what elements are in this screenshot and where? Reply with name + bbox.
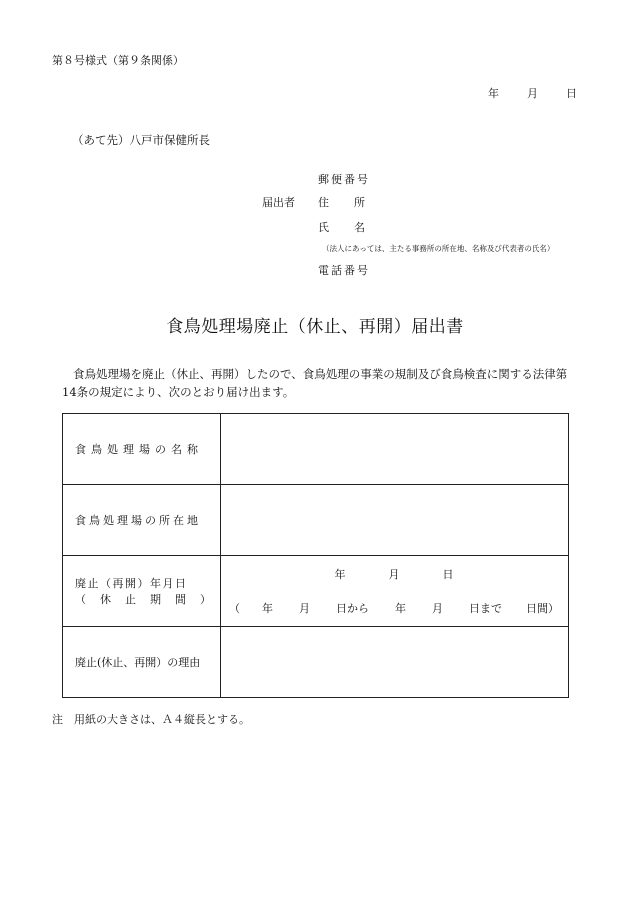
facility-name-label: [63, 414, 221, 485]
address-label: [318, 194, 390, 210]
applicant-label: 届出者: [262, 196, 295, 209]
closure-date-label: [63, 556, 221, 627]
table-row: [63, 485, 569, 556]
facility-name-field[interactable]: [221, 414, 569, 485]
facility-location-label-text: 食鳥処理場の所在地: [75, 514, 201, 527]
closure-date-label-line2: （ 休 止 期 間 ）: [75, 593, 213, 606]
reason-label-text: 廃止(休止、再開）の理由: [75, 656, 201, 669]
period-to-year: 年: [395, 602, 406, 615]
closure-date-year: 年: [334, 568, 347, 581]
period-to-month: 月: [432, 602, 443, 615]
closure-date-field[interactable]: [221, 556, 569, 627]
facility-location-label: [63, 485, 221, 556]
corporate-note: （法人にあっては、主たる事務所の所在地、名称及び代表者の氏名）: [322, 244, 555, 253]
reason-label: [63, 627, 221, 698]
date-month: 月: [527, 87, 538, 100]
table-row: [63, 627, 569, 698]
address-label-char-1: 住: [318, 196, 331, 209]
closure-date-label-line1: 廃止（再開）年月日: [75, 577, 188, 590]
date-year: 年: [488, 87, 499, 100]
name-label-char-1: 氏: [318, 221, 331, 234]
closure-date-line: [221, 566, 568, 582]
facility-name-label-text: 食鳥処理場の名称: [75, 443, 203, 456]
period-from-year: 年: [262, 602, 273, 615]
name-label-char-2: 名: [354, 221, 367, 234]
form-number: 第８号様式（第９条関係）: [52, 54, 184, 67]
reason-field[interactable]: [221, 627, 569, 698]
document-title: 食鳥処理場廃止（休止、再開）届出書: [166, 317, 464, 337]
postal-code-label: 郵便番号: [318, 173, 370, 186]
suspension-period-line: [221, 600, 568, 616]
phone-label: 電話番号: [318, 264, 370, 277]
facility-location-field[interactable]: [221, 485, 569, 556]
period-from-month: 月: [299, 602, 310, 615]
body-text: 食鳥処理場を廃止（休止、再開）したので、食鳥処理の事業の規制及び食鳥検査に関する法律第14条の規定により、次のとおり届け出ます。: [62, 367, 568, 399]
closure-date-month: 月: [388, 568, 401, 581]
table-row: [63, 556, 569, 627]
form-table: [62, 413, 569, 698]
period-from-day: 日から: [336, 602, 369, 615]
period-open-paren: （: [229, 602, 240, 615]
date-day: 日: [566, 87, 577, 100]
table-row: [63, 414, 569, 485]
address-label-char-2: 所: [354, 196, 367, 209]
period-to-day: 日まで: [469, 602, 502, 615]
closure-date-day: 日: [442, 568, 455, 581]
period-days: 日間）: [526, 602, 559, 615]
footnote: 注 用紙の大きさは、Ａ４縦長とする。: [52, 713, 250, 726]
date-line: [488, 85, 577, 101]
name-label: [318, 219, 390, 235]
addressee: （あて先）八戸市保健所長: [72, 133, 210, 147]
